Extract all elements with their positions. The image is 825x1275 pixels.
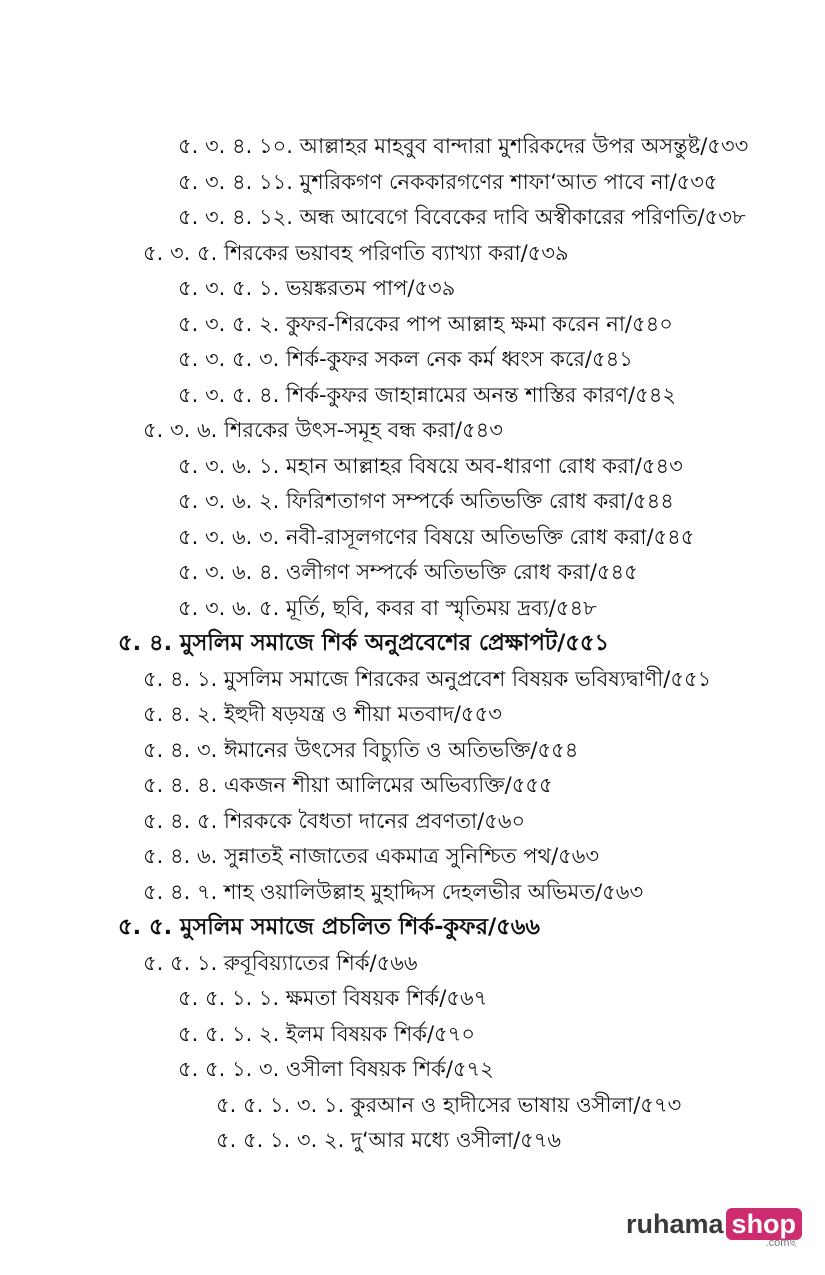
toc-entry: ৫. ৪. ২. ইহুদী ষড়যন্ত্র ও শীয়া মতবাদ/৫৫৩ [143,702,502,726]
toc-entry: ৫. ৫. ১. ২. ইলম বিষয়ক শির্ক/৫৭০ [178,1021,475,1046]
toc-entry: ৫. ৩. ৪. ১১. মুশরিকগণ নেককারগণের শাফা‘আত পাবে না/৫৩৫ [178,169,718,194]
logo-shop-box: shop [726,1208,803,1240]
toc-entry: ৫. ৩. ৪. ১২. অন্ধ আবেগে বিবেকের দাবি অস্বীকারের পরিণতি/৫৩৮ [178,205,746,229]
toc-entry: ৫. ৩. ৬. ২. ফিরিশতাগণ সম্পর্কে অতিভক্তি রোধ করা/৫৪৪ [178,489,674,513]
toc-entry: ৫. ৩. ৬. ৪. ওলীগণ সম্পর্কে অতিভক্তি রোধ করা/৫৪৫ [178,560,638,584]
toc-entry: ৫. ৩. ৬. ১. মহান আল্লাহর বিষয়ে অব-ধারণা রোধ করা/৫৪৩ [178,453,683,478]
toc-entry: ৫. ৪. ১. মুসলিম সমাজে শিরকের অনুপ্রবেশ বিষয়ক ভবিষ্যদ্বাণী/৫৫১ [143,666,712,691]
toc-entry: ৫. ৫. ১. ১. ক্ষমতা বিষয়ক শির্ক/৫৬৭ [178,986,488,1010]
toc-entry: ৫. ৪. ৪. একজন শীয়া আলিমের অভিব্যক্তি/৫৫৫ [143,773,553,797]
toc-entry: ৫. ৪. ৫. শিরককে বৈধতা দানের প্রবণতা/৫৬০ [143,808,526,833]
toc-entry: ৫. ৫. ১. রুবূবিয়্যাতের শির্ক/৫৬৬ [143,950,418,975]
ruhamashop-logo [626,1207,802,1249]
toc-entry: ৫. ৩. ৫. ১. ভয়ঙ্করতম পাপ/৫৩৯ [178,276,456,300]
toc-entry: ৫. ৫. ১. ৩. ওসীলা বিষয়ক শির্ক/৫৭২ [178,1057,494,1081]
toc-entry: ৫. ৫. ১. ৩. ২. দু‘আর মধ্যে ওসীলা/৫৭৬ [216,1128,562,1152]
toc-entry: ৫. ৩. ৬. শিরকের উৎস-সমূহ বন্ধ করা/৫৪৩ [143,418,503,442]
toc-entry: ৫. ৫. ১. ৩. ১. কুরআন ও হাদীসের ভাষায় ওসীলা/৫৭৩ [216,1092,682,1117]
logo-brand-text: ruhama [626,1209,724,1239]
toc-entry: ৫. ৩. ৪. ১০. আল্লাহর মাহবুব বান্দারা মুশরিকদের উপর অসন্তুষ্ট/৫৩৩ [178,134,749,158]
toc-entry: ৫. ৩. ৫. ৩. শির্ক-কুফর সকল নেক কর্ম ধ্বংস করে/৫৪১ [178,347,633,371]
toc-entry: ৫. ৩. ৬. ৩. নবী-রাসূলগণের বিষয়ে অতিভক্তি রোধ করা/৫৪৫ [178,524,695,549]
toc-entry: ৫. ৩. ৫. ২. কুফর-শিরকের পাপ আল্লাহ ক্ষমা করেন না/৫৪০ [178,311,673,336]
toc-entry: ৫. ৩. ৬. ৫. মূর্তি, ছবি, কবর বা স্মৃতিময় দ্রব্য/৫৪৮ [178,595,597,620]
toc-entry: ৫. ৪. ৭. শাহ ওয়ালিউল্লাহ মুহাদ্দিস দেহলভীর অভিমত/৫৬৩ [143,879,644,904]
toc-section-heading: ৫. ৫. মুসলিম সমাজে প্রচলিত শির্ক-কুফর/৫৬৬ [118,914,541,940]
toc-entry: ৫. ৩. ৫. ৪. শির্ক-কুফর জাহান্নামের অনন্ত শাস্তির কারণ/৫৪২ [178,382,677,407]
toc-section-heading: ৫. ৪. মুসলিম সমাজে শির্ক অনুপ্রবেশের প্রেক্ষাপট/৫৫১ [118,630,610,656]
toc-entry: ৫. ৪. ৩. ঈমানের উৎসের বিচ্যুতি ও অতিভক্তি/৫৫৪ [143,737,579,762]
toc-entry: ৫. ৪. ৬. সুন্নাতই নাজাতের একমাত্র সুনিশ্চিত পথ/৫৬৩ [143,844,600,868]
logo-domain-text: .comছ [765,1237,797,1249]
toc-entry: ৫. ৩. ৫. শিরকের ভয়াবহ পরিণতি ব্যাখ্যা করা/৫৩৯ [143,240,569,265]
